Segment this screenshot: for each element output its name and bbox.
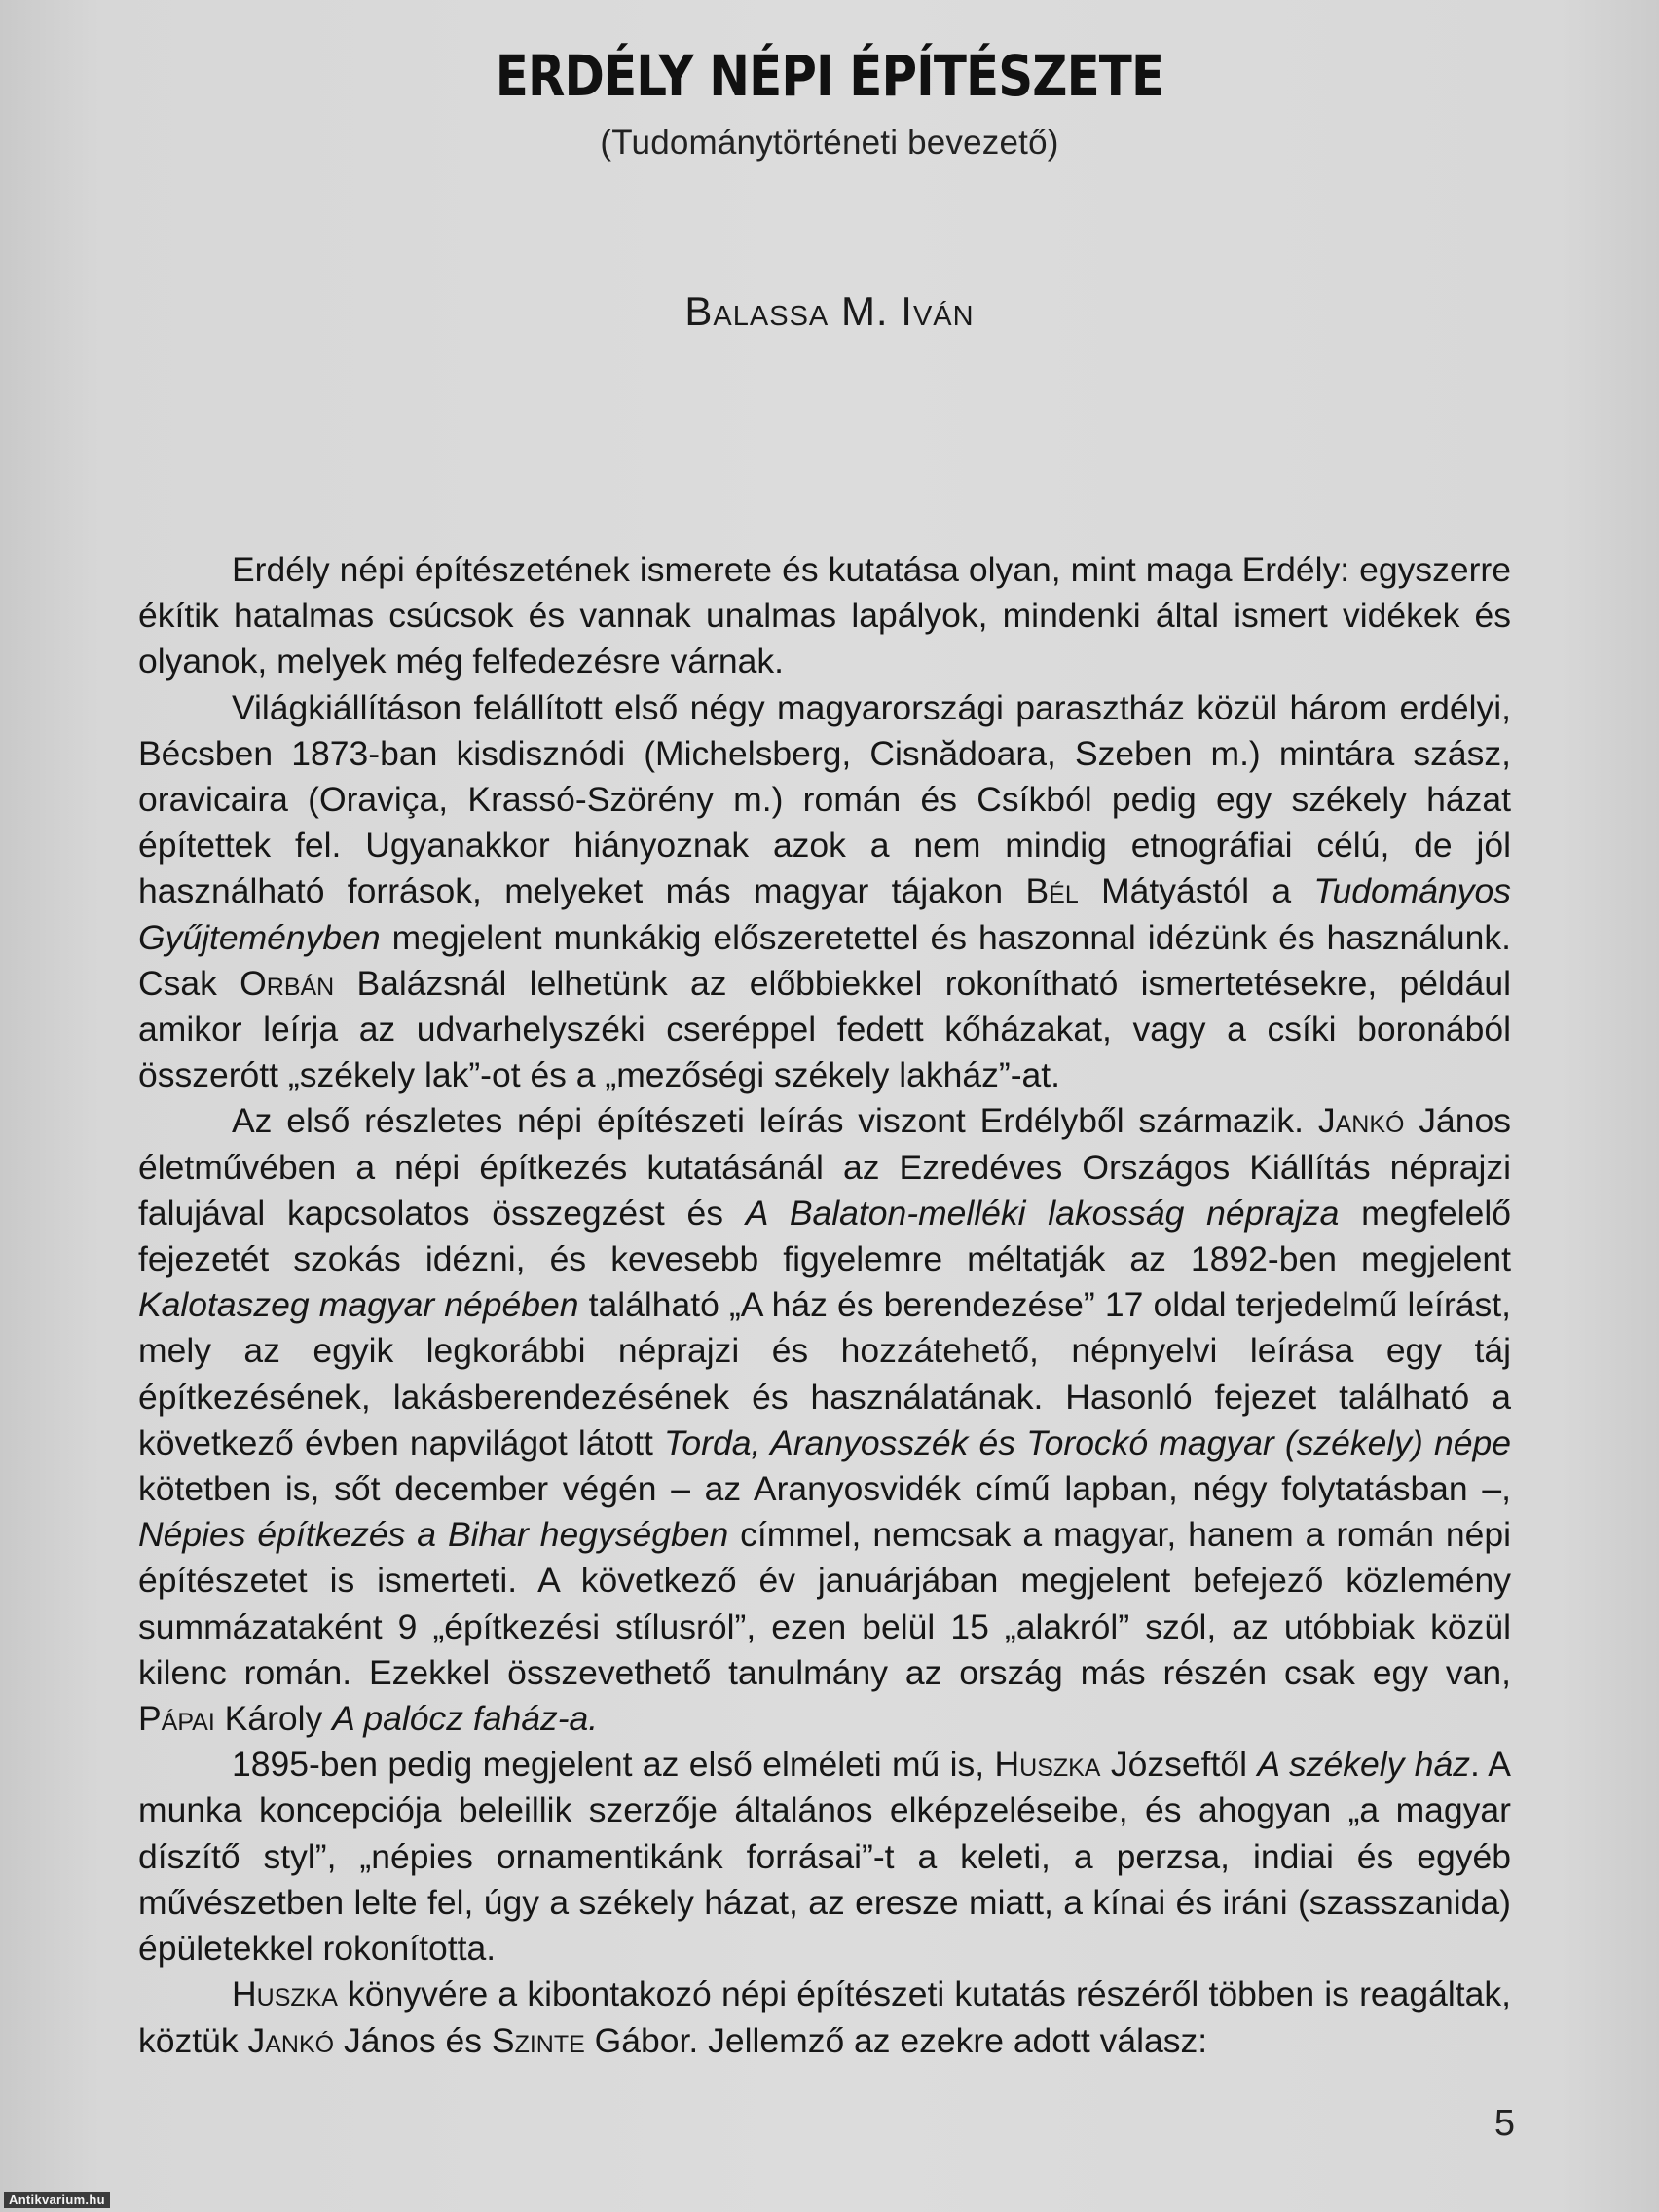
body-paragraph (138, 1742, 1511, 1972)
text-run: János és (334, 2020, 492, 2060)
body-paragraph (138, 547, 1511, 685)
text-run: kötetben is, sőt december végén – az Aranyosvidék című lapban, négy folytatásban –, (138, 1469, 1511, 1509)
text-run: megfelelő fejezetét szokás idézni, és kevesebb figyelemre méltatják az 1892-ben megjelent (138, 1193, 1511, 1279)
body-paragraph (138, 1972, 1511, 2063)
text-run: címmel, nemcsak a magyar, hanem a román népi építészetet is ismerteti. A következő év januárjában megjelent befejező közlemény summázataként 9 „építkezési stílusról”, ezen belül 15 „alakról” szól, az utóbbiak közül kilenc román. Ezekkel összevethető tanulmány az ország más részén csak egy van, (138, 1515, 1511, 1692)
text-run: Mátyástól a (1078, 871, 1314, 911)
author-surname: Orbán (240, 963, 335, 1003)
author-name: Balassa M. Iván (684, 288, 975, 334)
author-surname: Huszka (232, 1974, 338, 2014)
italic-title: Torda, Aranyosszék és Torockó magyar (székely) népe (664, 1422, 1512, 1462)
text-run: Józseftől (1100, 1745, 1258, 1785)
text-run: Gábor. Jellemző az ezekre adott válasz: (584, 2020, 1208, 2060)
italic-title: A székely ház (1257, 1745, 1471, 1785)
text-run: Balázsnál lelhetünk az előbbiekkel rokonítható ismertetésekre, például amikor leírja az udvarhelyszéki cseréppel fedett kőházakat, vagy a csíki boronából összerótt „székely lak”-ot és a „mezőségi székely lakház”-at. (138, 963, 1511, 1095)
author-surname: Huszka (994, 1745, 1101, 1785)
body-paragraph (138, 1098, 1511, 1742)
author-surname: Pápai (138, 1699, 215, 1739)
text-run: található „A ház és berendezése” 17 oldal terjedelmű leírást, mely az egyik legkorábbi néprajzi és hozzátehető, népnyelvi leírása egy táj építkezésének, lakásberendezésének és használatának. Hasonló fejezet található a következő évben napvilágot látott (138, 1285, 1511, 1462)
italic-title: A palócz faház-a. (332, 1699, 599, 1739)
page-number: 5 (1493, 2103, 1515, 2144)
text-run: Világkiállításon felállított első négy magyarországi parasztház közül három erdélyi, Bécsben 1873-ban kisdisznódi (Michelsberg, Cisnădoara, Szeben m.) mintára szász, oravicaira (Oraviça, Krassó-Szörény m.) román és Csíkból pedig egy székely házat építettek fel. Ugyanakkor hiányoznak azok a nem mindig etnográfiai célú, de jól használható források, melyeket más magyar tájakon (138, 687, 1511, 911)
text-run: könyvére a kibontakozó népi építészeti kutatás részéről többen is reagáltak, köztük (138, 1974, 1511, 2060)
author-surname: Jankó (247, 2020, 335, 2060)
italic-title: Népies építkezés a Bihar hegységben (138, 1515, 729, 1555)
text-run: megjelent munkákig előszeretettel és haszonnal idézünk és használunk. Csak (138, 917, 1511, 1003)
italic-title: A Balaton-melléki lakosság néprajza (745, 1193, 1340, 1233)
author-surname: Jankó (1317, 1101, 1405, 1141)
page-title: ERDÉLY NÉPI ÉPÍTÉSZETE (495, 43, 1164, 109)
body-paragraph (138, 685, 1511, 1099)
text-run: Erdély népi építészetének ismerete és kutatása olyan, mint maga Erdély: egyszerre ékítik hatalmas csúcsok és vannak unalmas lapályok, mindenki által ismert vidékek és olyanok, melyek még felfedezésre várnak. (138, 550, 1511, 682)
text-run: Az első részletes népi építészeti leírás viszont Erdélyből származik. (232, 1101, 1318, 1141)
watermark: Antikvarium.hu (4, 2192, 110, 2208)
text-run: 1895-ben pedig megjelent az első elméleti mű is, (232, 1745, 995, 1785)
italic-title: Kalotaszeg magyar népében (138, 1285, 579, 1325)
text-run: János életművében a népi építkezés kutatásánál az Ezredéves Országos Kiállítás néprajzi falujával kapcsolatos összegzést és (138, 1101, 1511, 1233)
page-subtitle: (Tudománytörténeti bevezető) (600, 124, 1059, 162)
author-surname: Szinte (491, 2020, 585, 2060)
text-run: . A munka koncepciója beleillik szerzője általános elképzeléseibe, és ahogyan „a magyar díszítő styl”, „népies ornamentikánk forrásai”-t a keleti, a perzsa, indiai és egyéb művészetben lelte fel, úgy a székely házat, az eresze miatt, a kínai és iráni (szasszanida) épületekkel rokonította. (138, 1745, 1511, 1969)
author-surname: Bél (1025, 871, 1079, 911)
italic-title: Tudományos Gyűjteményben (138, 871, 1512, 957)
text-run: Károly (214, 1699, 333, 1739)
body-text (138, 547, 1511, 2064)
